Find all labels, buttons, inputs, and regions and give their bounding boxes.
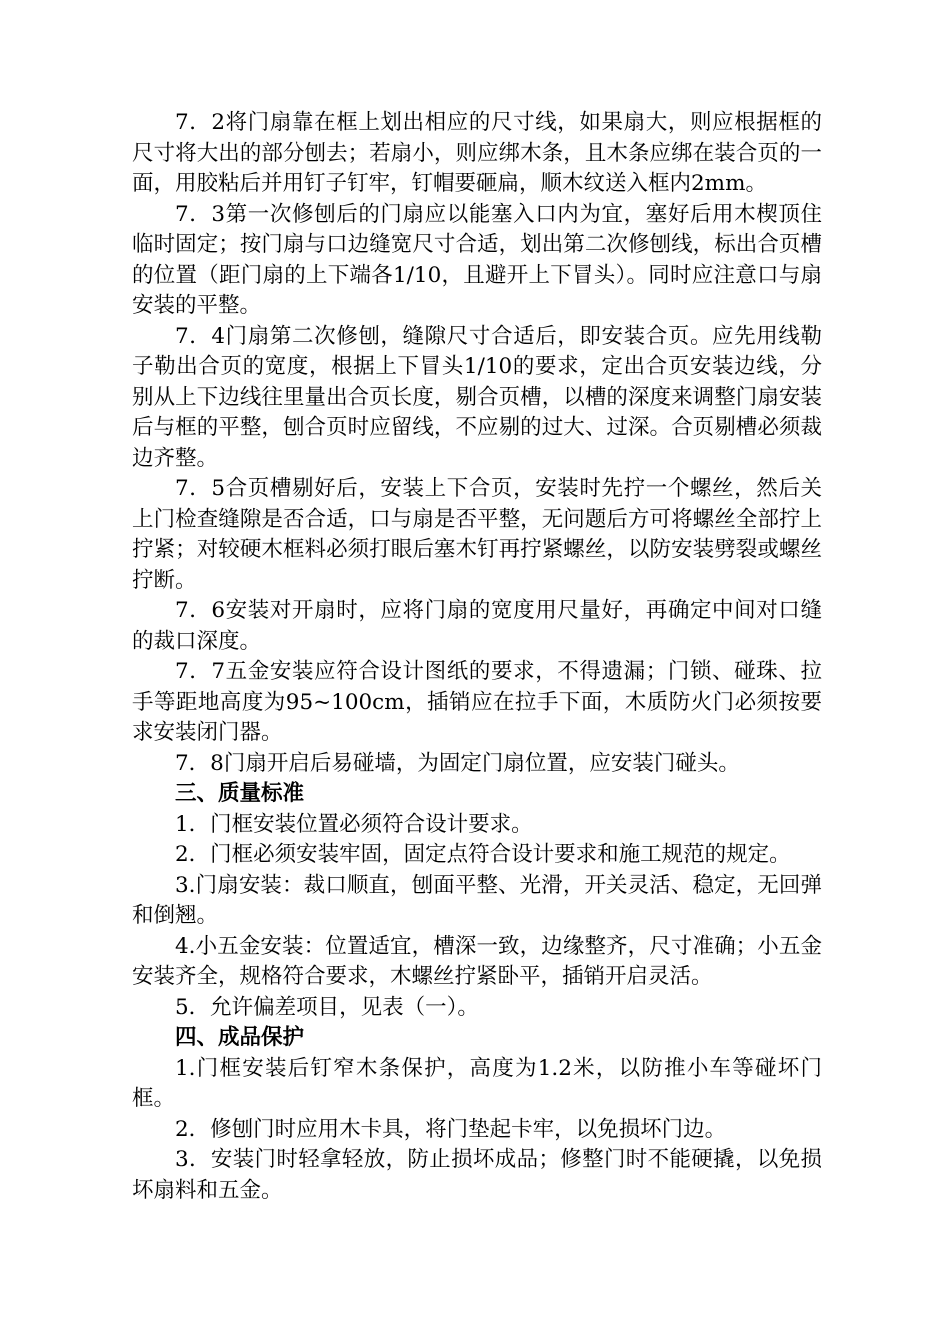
protection-item-1: 1.门框安装后钉窄木条保护，高度为1.2米，以防推小车等碰坏门框。 bbox=[132, 1055, 822, 1111]
paragraph-7-2: 7．2将门扇靠在框上划出相应的尺寸线，如果扇大，则应根据框的尺寸将大出的部分刨去；若扇小，则应绑木条，且木条应绑在装合页的一面，用胶粘后并用钉子钉牢，钉帽要砸扁，顺木纹送入框内2mm。 bbox=[132, 110, 822, 196]
paragraph-7-5: 7．5合页槽剔好后，安装上下合页，安装时先拧一个螺丝，然后关上门检查缝隙是否合适，口与扇是否平整，无问题后方可将螺丝全部拧上拧紧；对较硬木框料必须打眼后塞木钉再拧紧螺丝，以防安装劈裂或螺丝拧断。 bbox=[132, 476, 822, 593]
document-body bbox=[132, 108, 822, 1206]
quality-item-1: 1．门框安装位置必须符合设计要求。 bbox=[175, 811, 533, 837]
protection-item-2: 2．修刨门时应用木卡具，将门垫起卡牢，以免损坏门边。 bbox=[175, 1116, 727, 1142]
paragraph-7-4: 7．4门扇第二次修刨，缝隙尺寸合适后，即安装合页。应先用线勒子勒出合页的宽度，根据上下冒头1/10的要求，定出合页安装边线，分别从上下边线往里量出合页长度，剔合页槽，以槽的深度来调整门扇安装后与框的平整，刨合页时应留线，不应剔的过大、过深。合页剔槽必须裁边齐整。 bbox=[132, 323, 822, 471]
quality-item-4: 4.小五金安装：位置适宜，槽深一致，边缘整齐，尺寸准确；小五金安装齐全，规格符合要求，木螺丝拧紧卧平，插销开启灵活。 bbox=[132, 933, 822, 989]
section-heading-quality-standard: 三、质量标准 bbox=[175, 781, 305, 806]
protection-item-3: 3．安装门时轻拿轻放，防止损坏成品；修整门时不能硬撬，以免损坏扇料和五金。 bbox=[132, 1147, 822, 1203]
paragraph-7-8: 7．8门扇开启后易碰墙，为固定门扇位置，应安装门碰头。 bbox=[175, 750, 740, 776]
paragraph-7-6: 7．6安装对开扇时，应将门扇的宽度用尺量好，再确定中间对口缝的裁口深度。 bbox=[132, 598, 822, 654]
paragraph-7-3: 7．3第一次修刨后的门扇应以能塞入口内为宜，塞好后用木楔顶住临时固定；按门扇与口边缝宽尺寸合适，划出第二次修刨线，标出合页槽的位置（距门扇的上下端各1/10，且避开上下冒头）。同时应注意口与扇安装的平整。 bbox=[132, 201, 822, 318]
quality-item-5: 5．允许偏差项目，见表（一）。 bbox=[175, 994, 479, 1020]
quality-item-3: 3.门扇安装：裁口顺直，刨面平整、光滑，开关灵活、稳定，无回弹和倒翘。 bbox=[132, 872, 822, 928]
paragraph-7-7: 7．7五金安装应符合设计图纸的要求，不得遗漏；门锁、碰珠、拉手等距地高度为95~100cm，插销应在拉手下面，木质防火门必须按要求安装闭门器。 bbox=[132, 659, 822, 745]
quality-item-2: 2．门框必须安装牢固，固定点符合设计要求和施工规范的规定。 bbox=[175, 842, 791, 867]
section-heading-product-protection: 四、成品保护 bbox=[175, 1025, 305, 1050]
